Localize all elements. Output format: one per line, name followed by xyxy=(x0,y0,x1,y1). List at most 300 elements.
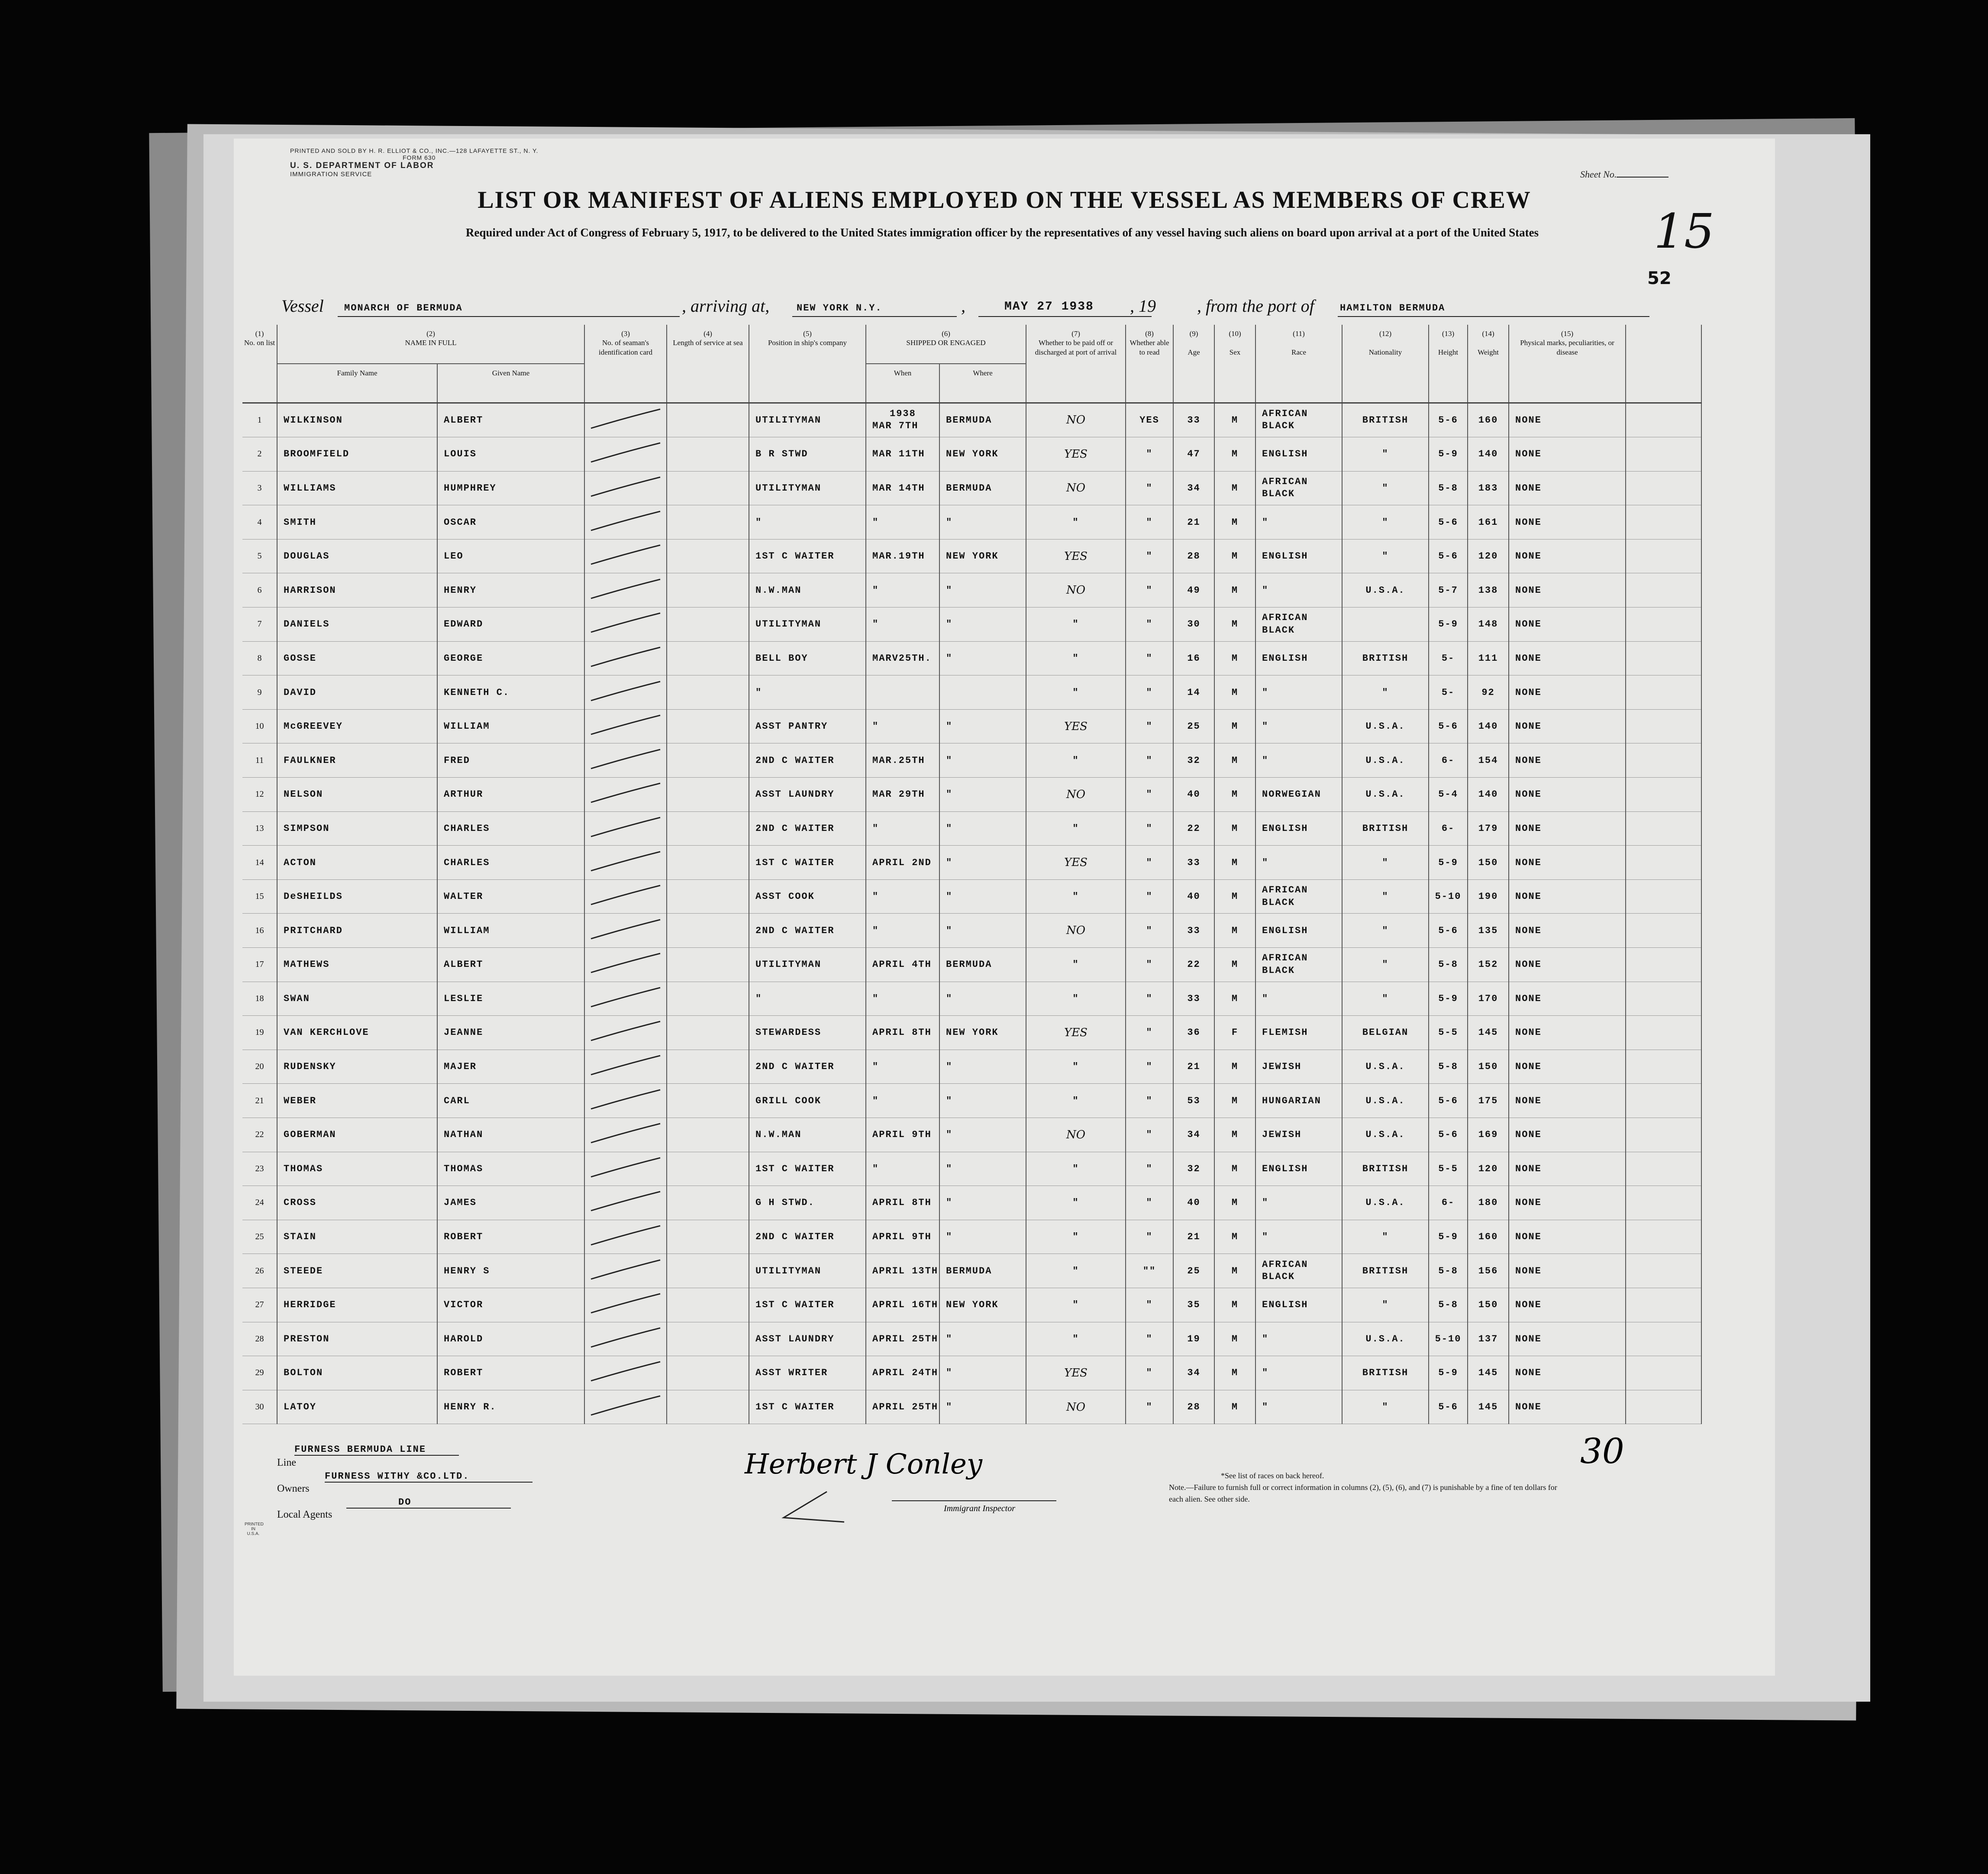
age: 22 xyxy=(1173,811,1214,846)
physical-marks: NONE xyxy=(1509,1118,1626,1152)
height: 5-5 xyxy=(1429,1016,1468,1050)
blank-cell xyxy=(1626,471,1701,505)
height: 5-5 xyxy=(1429,1152,1468,1186)
race: " xyxy=(1255,709,1342,743)
age: 28 xyxy=(1173,539,1214,573)
physical-marks: NONE xyxy=(1509,811,1626,846)
able-to-read: " xyxy=(1126,1288,1173,1322)
local-agents-value: DO xyxy=(346,1497,511,1509)
age: 33 xyxy=(1173,846,1214,880)
physical-marks: NONE xyxy=(1509,1390,1626,1424)
sex: M xyxy=(1214,1390,1255,1424)
height: 5-6 xyxy=(1429,539,1468,573)
check-stroke-icon xyxy=(587,610,665,636)
from-port-label: , from the port of xyxy=(1197,296,1314,316)
able-to-read: " xyxy=(1126,539,1173,573)
race: AFRICAN BLACK xyxy=(1255,471,1342,505)
family-name: BROOMFIELD xyxy=(277,437,437,472)
able-to-read: " xyxy=(1126,811,1173,846)
family-name: PRESTON xyxy=(277,1322,437,1356)
family-name: WILKINSON xyxy=(277,403,437,437)
id-card-cell xyxy=(584,778,667,812)
shipped-when: APRIL 13TH xyxy=(866,1254,939,1288)
able-to-read: YES xyxy=(1126,403,1173,437)
paid-off: " xyxy=(1026,1288,1126,1322)
nationality: BRITISH xyxy=(1342,403,1429,437)
height: 5-6 xyxy=(1429,1390,1468,1424)
given-name: JAMES xyxy=(437,1186,584,1220)
race: HUNGARIAN xyxy=(1255,1084,1342,1118)
blank-cell xyxy=(1626,641,1701,675)
position: ASST PANTRY xyxy=(749,709,866,743)
row-number: 22 xyxy=(242,1118,277,1152)
id-card-cell xyxy=(584,607,667,642)
paid-off: " xyxy=(1026,1220,1126,1254)
family-name: CROSS xyxy=(277,1186,437,1220)
family-name: MATHEWS xyxy=(277,948,437,982)
age: 53 xyxy=(1173,1084,1214,1118)
row-number: 4 xyxy=(242,505,277,540)
physical-marks: NONE xyxy=(1509,1322,1626,1356)
check-stroke-icon xyxy=(587,474,665,500)
shipped-where: " xyxy=(939,607,1026,642)
owners-value: FURNESS WITHY &CO.LTD. xyxy=(325,1471,532,1483)
able-to-read: "" xyxy=(1126,1254,1173,1288)
col-header-age: (9) Age xyxy=(1173,325,1214,403)
year-above-first-row: 1938 xyxy=(890,408,916,419)
age: 32 xyxy=(1173,1152,1214,1186)
nationality: " xyxy=(1342,1390,1429,1424)
col-header-position: (5) Position in ship's company xyxy=(749,325,866,403)
weight: 145 xyxy=(1468,1356,1509,1390)
sex: M xyxy=(1214,811,1255,846)
service-length-cell xyxy=(667,607,749,642)
weight: 150 xyxy=(1468,846,1509,880)
height: 5-9 xyxy=(1429,607,1468,642)
id-card-cell xyxy=(584,1220,667,1254)
shipped-where: " xyxy=(939,1322,1026,1356)
check-stroke-icon xyxy=(587,1120,665,1146)
from-port: HAMILTON BERMUDA xyxy=(1340,303,1446,313)
blank-cell xyxy=(1626,743,1701,778)
family-name: HERRIDGE xyxy=(277,1288,437,1322)
physical-marks: NONE xyxy=(1509,914,1626,948)
able-to-read: " xyxy=(1126,743,1173,778)
shipped-where: BERMUDA xyxy=(939,471,1026,505)
paid-off: " xyxy=(1026,1050,1126,1084)
blank-cell xyxy=(1626,778,1701,812)
race: " xyxy=(1255,573,1342,607)
table-row xyxy=(242,1288,1701,1322)
race: " xyxy=(1255,743,1342,778)
race: " xyxy=(1255,1322,1342,1356)
id-card-cell xyxy=(584,437,667,472)
shipped-when: " xyxy=(866,573,939,607)
blank-cell xyxy=(1626,1288,1701,1322)
age: 25 xyxy=(1173,1254,1214,1288)
given-name: THOMAS xyxy=(437,1152,584,1186)
check-stroke-icon xyxy=(587,644,665,670)
col-header-physical-marks: (15) Physical marks, peculiarities, or disease xyxy=(1509,325,1626,403)
position: " xyxy=(749,505,866,540)
blank-cell xyxy=(1626,1050,1701,1084)
height: 5-8 xyxy=(1429,948,1468,982)
paid-off: NO xyxy=(1026,403,1126,437)
position: N.W.MAN xyxy=(749,1118,866,1152)
position: 2ND C WAITER xyxy=(749,1050,866,1084)
shipped-where: " xyxy=(939,811,1026,846)
service-length-cell xyxy=(667,1390,749,1424)
age: 33 xyxy=(1173,982,1214,1016)
service-name: IMMIGRATION SERVICE xyxy=(290,171,372,178)
col-header-height: (13) Height xyxy=(1429,325,1468,403)
physical-marks: NONE xyxy=(1509,1220,1626,1254)
sex: M xyxy=(1214,846,1255,880)
service-length-cell xyxy=(667,709,749,743)
race: " xyxy=(1255,1390,1342,1424)
row-number: 10 xyxy=(242,709,277,743)
given-name: CARL xyxy=(437,1084,584,1118)
id-card-cell xyxy=(584,641,667,675)
family-name: DAVID xyxy=(277,675,437,710)
nationality: " xyxy=(1342,914,1429,948)
service-length-cell xyxy=(667,1322,749,1356)
service-length-cell xyxy=(667,505,749,540)
table-row xyxy=(242,982,1701,1016)
check-stroke-icon xyxy=(587,1290,665,1316)
shipped-when: APRIL 16TH xyxy=(866,1288,939,1322)
id-card-cell xyxy=(584,1356,667,1390)
id-card-cell xyxy=(584,1322,667,1356)
age: 21 xyxy=(1173,505,1214,540)
race: " xyxy=(1255,505,1342,540)
row-number: 7 xyxy=(242,607,277,642)
position: " xyxy=(749,675,866,710)
id-card-cell xyxy=(584,403,667,437)
row-number: 13 xyxy=(242,811,277,846)
shipped-where: NEW YORK xyxy=(939,437,1026,472)
physical-marks: NONE xyxy=(1509,1152,1626,1186)
race: " xyxy=(1255,982,1342,1016)
row-number: 18 xyxy=(242,982,277,1016)
col-header-family-name: Family Name xyxy=(277,364,437,403)
paid-off: " xyxy=(1026,641,1126,675)
paid-off: " xyxy=(1026,879,1126,914)
blank-cell xyxy=(1626,879,1701,914)
family-name: DOUGLAS xyxy=(277,539,437,573)
nationality: BRITISH xyxy=(1342,1254,1429,1288)
physical-marks: NONE xyxy=(1509,1084,1626,1118)
able-to-read: " xyxy=(1126,1186,1173,1220)
race: AFRICAN BLACK xyxy=(1255,607,1342,642)
printer-credit: PRINTED AND SOLD BY H. R. ELLIOT & CO., INC.—128 LAFAYETTE ST., N. Y. xyxy=(290,147,539,154)
able-to-read: " xyxy=(1126,914,1173,948)
blank-cell xyxy=(1626,811,1701,846)
sex: M xyxy=(1214,403,1255,437)
service-length-cell xyxy=(667,948,749,982)
family-name: SIMPSON xyxy=(277,811,437,846)
col-header-service-length: (4) Length of service at sea xyxy=(667,325,749,403)
row-number: 20 xyxy=(242,1050,277,1084)
check-stroke-icon xyxy=(587,1086,665,1112)
age: 49 xyxy=(1173,573,1214,607)
physical-marks: NONE xyxy=(1509,471,1626,505)
age: 35 xyxy=(1173,1288,1214,1322)
table-row xyxy=(242,1356,1701,1390)
col-header-paid-off: (7) Whether to be paid off or discharged at port of arrival xyxy=(1026,325,1126,403)
shipped-when: APRIL 9TH xyxy=(866,1220,939,1254)
nationality: BRITISH xyxy=(1342,1152,1429,1186)
height: 5-9 xyxy=(1429,1220,1468,1254)
given-name: LEO xyxy=(437,539,584,573)
service-length-cell xyxy=(667,641,749,675)
blank-cell xyxy=(1626,539,1701,573)
paid-off: YES xyxy=(1026,846,1126,880)
id-card-cell xyxy=(584,982,667,1016)
position: ASST WRITER xyxy=(749,1356,866,1390)
shipped-where: " xyxy=(939,914,1026,948)
given-name: CHARLES xyxy=(437,846,584,880)
shipped-where: " xyxy=(939,1084,1026,1118)
shipped-when: APRIL 8TH xyxy=(866,1016,939,1050)
position: BELL BOY xyxy=(749,641,866,675)
age: 22 xyxy=(1173,948,1214,982)
paid-off: " xyxy=(1026,1186,1126,1220)
blank-cell xyxy=(1626,982,1701,1016)
age: 33 xyxy=(1173,403,1214,437)
age: 32 xyxy=(1173,743,1214,778)
height: 5-6 xyxy=(1429,505,1468,540)
crew-table xyxy=(242,325,1702,1424)
col-header-blank xyxy=(1626,325,1701,403)
check-stroke-icon xyxy=(587,712,665,738)
given-name: EDWARD xyxy=(437,607,584,642)
able-to-read: " xyxy=(1126,1322,1173,1356)
total-handwritten: 30 xyxy=(1580,1431,1624,1471)
table-row xyxy=(242,1254,1701,1288)
physical-marks: NONE xyxy=(1509,573,1626,607)
service-length-cell xyxy=(667,403,749,437)
row-number: 11 xyxy=(242,743,277,778)
given-name: HENRY S xyxy=(437,1254,584,1288)
blank-cell xyxy=(1626,914,1701,948)
table-row xyxy=(242,641,1701,675)
race: ENGLISH xyxy=(1255,539,1342,573)
nationality: " xyxy=(1342,846,1429,880)
nationality: U.S.A. xyxy=(1342,1322,1429,1356)
weight: 120 xyxy=(1468,539,1509,573)
height: 5-7 xyxy=(1429,573,1468,607)
line-label: Line xyxy=(277,1457,296,1468)
service-length-cell xyxy=(667,1356,749,1390)
sex: M xyxy=(1214,641,1255,675)
nationality: " xyxy=(1342,539,1429,573)
able-to-read: " xyxy=(1126,948,1173,982)
check-stroke-icon xyxy=(587,984,665,1010)
footnote xyxy=(1169,1470,1559,1505)
able-to-read: " xyxy=(1126,1220,1173,1254)
position: 1ST C WAITER xyxy=(749,846,866,880)
height: 6- xyxy=(1429,743,1468,778)
height: 5-4 xyxy=(1429,778,1468,812)
service-length-cell xyxy=(667,1016,749,1050)
manifest-footer xyxy=(234,1431,1775,1674)
blank-cell xyxy=(1626,1322,1701,1356)
shipped-when: " xyxy=(866,607,939,642)
blank-cell xyxy=(1626,1254,1701,1288)
able-to-read: " xyxy=(1126,641,1173,675)
nationality xyxy=(1342,607,1429,642)
position: N.W.MAN xyxy=(749,573,866,607)
paid-off: " xyxy=(1026,1084,1126,1118)
shipped-when: MAR 11TH xyxy=(866,437,939,472)
nationality: U.S.A. xyxy=(1342,709,1429,743)
service-length-cell xyxy=(667,1050,749,1084)
able-to-read: " xyxy=(1126,778,1173,812)
physical-marks: NONE xyxy=(1509,982,1626,1016)
check-stroke-icon xyxy=(587,1188,665,1214)
weight: 140 xyxy=(1468,778,1509,812)
shipped-where: " xyxy=(939,1186,1026,1220)
able-to-read: " xyxy=(1126,573,1173,607)
row-number: 5 xyxy=(242,539,277,573)
sex: M xyxy=(1214,539,1255,573)
position: ASST COOK xyxy=(749,879,866,914)
weight: 145 xyxy=(1468,1390,1509,1424)
blank-cell xyxy=(1626,709,1701,743)
page-subtitle: Required under Act of Congress of February 5, 1917, to be delivered to the United States immigration officer by the representatives of any vessel having such aliens on board upon arrival at a port of the United States xyxy=(465,226,1539,239)
given-name: JEANNE xyxy=(437,1016,584,1050)
nationality: BRITISH xyxy=(1342,811,1429,846)
nationality: " xyxy=(1342,879,1429,914)
nationality: " xyxy=(1342,471,1429,505)
local-agents-label: Local Agents xyxy=(277,1509,332,1520)
able-to-read: " xyxy=(1126,1152,1173,1186)
id-card-cell xyxy=(584,471,667,505)
physical-marks: NONE xyxy=(1509,539,1626,573)
family-name: McGREEVEY xyxy=(277,709,437,743)
blank-cell xyxy=(1626,1390,1701,1424)
able-to-read: " xyxy=(1126,1050,1173,1084)
col-header-number: (1) No. on list xyxy=(242,325,277,403)
table-row xyxy=(242,607,1701,642)
service-length-cell xyxy=(667,1288,749,1322)
check-stroke-icon xyxy=(587,576,665,602)
id-card-cell xyxy=(584,811,667,846)
shipped-where: " xyxy=(939,1356,1026,1390)
row-number: 1 xyxy=(242,403,277,437)
position: UTILITYMAN xyxy=(749,403,866,437)
year-label: , 19 xyxy=(1130,296,1156,316)
height: 5-9 xyxy=(1429,846,1468,880)
shipped-when: MAR 29TH xyxy=(866,778,939,812)
id-card-cell xyxy=(584,914,667,948)
id-card-cell xyxy=(584,675,667,710)
blank-cell xyxy=(1626,1356,1701,1390)
weight: 138 xyxy=(1468,573,1509,607)
table-row xyxy=(242,914,1701,948)
row-number: 21 xyxy=(242,1084,277,1118)
sex: M xyxy=(1214,1254,1255,1288)
weight: 140 xyxy=(1468,709,1509,743)
paid-off: YES xyxy=(1026,709,1126,743)
id-card-cell xyxy=(584,743,667,778)
page-number: 52 xyxy=(1647,268,1672,288)
family-name: THOMAS xyxy=(277,1152,437,1186)
sheet-number-field xyxy=(1580,169,1668,180)
shipped-when: " xyxy=(866,1050,939,1084)
shipped-where: " xyxy=(939,778,1026,812)
position: UTILITYMAN xyxy=(749,948,866,982)
position: 2ND C WAITER xyxy=(749,743,866,778)
table-row xyxy=(242,505,1701,540)
row-number: 6 xyxy=(242,573,277,607)
family-name: RUDENSKY xyxy=(277,1050,437,1084)
height: 5-8 xyxy=(1429,1050,1468,1084)
given-name: ALBERT xyxy=(437,948,584,982)
race: ENGLISH xyxy=(1255,1152,1342,1186)
check-stroke-icon xyxy=(587,1325,665,1351)
able-to-read: " xyxy=(1126,1118,1173,1152)
check-stroke-icon xyxy=(587,882,665,908)
service-length-cell xyxy=(667,778,749,812)
height: 5- xyxy=(1429,641,1468,675)
sheet-number-handwritten: 15 xyxy=(1654,204,1714,259)
family-name: FAULKNER xyxy=(277,743,437,778)
table-row xyxy=(242,1390,1701,1424)
check-stroke-icon xyxy=(587,406,665,432)
line-value: FURNESS BERMUDA LINE xyxy=(294,1444,459,1456)
row-number: 25 xyxy=(242,1220,277,1254)
blank-cell xyxy=(1626,675,1701,710)
page-title: LIST OR MANIFEST OF ALIENS EMPLOYED ON THE VESSEL AS MEMBERS OF CREW xyxy=(478,187,1531,213)
weight: 111 xyxy=(1468,641,1509,675)
able-to-read: " xyxy=(1126,607,1173,642)
table-row xyxy=(242,1186,1701,1220)
given-name: HENRY xyxy=(437,573,584,607)
check-stroke-icon xyxy=(587,950,665,976)
weight: 140 xyxy=(1468,437,1509,472)
col-header-where: Where xyxy=(939,364,1026,403)
shipped-where: " xyxy=(939,743,1026,778)
given-name: HENRY R. xyxy=(437,1390,584,1424)
nationality: " xyxy=(1342,948,1429,982)
id-card-cell xyxy=(584,709,667,743)
position: GRILL COOK xyxy=(749,1084,866,1118)
race: AFRICAN BLACK xyxy=(1255,948,1342,982)
row-number: 14 xyxy=(242,846,277,880)
id-card-cell xyxy=(584,1254,667,1288)
race: FLEMISH xyxy=(1255,1016,1342,1050)
table-row xyxy=(242,1322,1701,1356)
physical-marks: NONE xyxy=(1509,846,1626,880)
service-length-cell xyxy=(667,437,749,472)
race: ENGLISH xyxy=(1255,914,1342,948)
table-row xyxy=(242,471,1701,505)
given-name: HAROLD xyxy=(437,1322,584,1356)
weight: 145 xyxy=(1468,1016,1509,1050)
shipped-where: NEW YORK xyxy=(939,1288,1026,1322)
shipped-when: APRIL 4TH xyxy=(866,948,939,982)
age: 25 xyxy=(1173,709,1214,743)
family-name: WEBER xyxy=(277,1084,437,1118)
height: 6- xyxy=(1429,811,1468,846)
service-length-cell xyxy=(667,846,749,880)
sex: M xyxy=(1214,1118,1255,1152)
col-header-name: (2) NAME IN FULL xyxy=(277,325,584,364)
given-name: CHARLES xyxy=(437,811,584,846)
physical-marks: NONE xyxy=(1509,607,1626,642)
